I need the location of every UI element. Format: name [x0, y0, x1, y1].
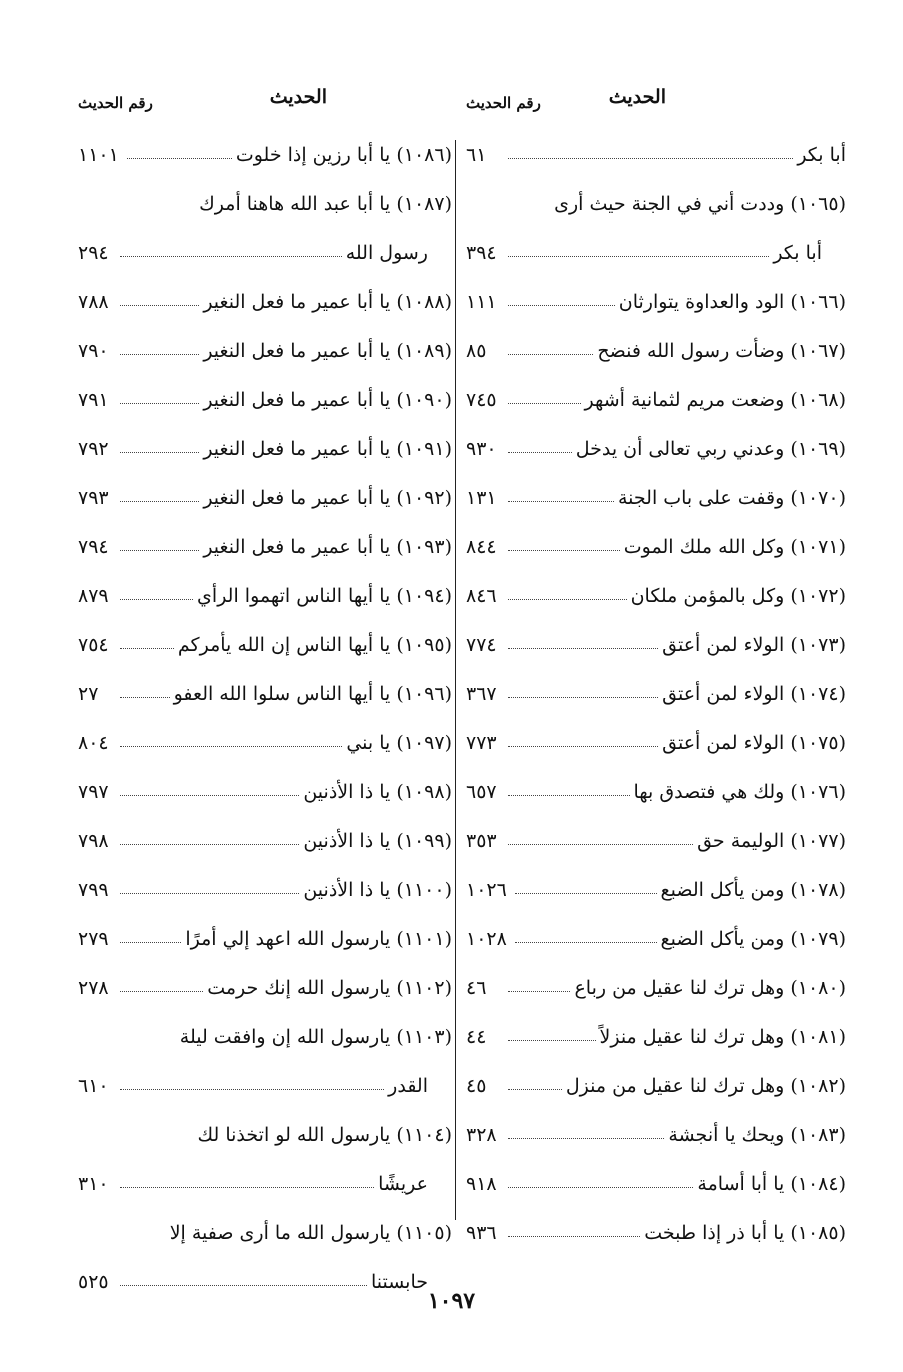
- index-entry: [466, 130, 846, 179]
- entry-text: (١٠٩٩) يا ذا الأذنين: [303, 829, 452, 852]
- entry-number: ٨٤٦: [466, 584, 497, 607]
- dot-leader: [127, 158, 232, 159]
- entry-text: (١٠٧٧) الوليمة حق: [697, 829, 846, 852]
- index-entry: [466, 669, 846, 718]
- index-entry: [466, 1012, 846, 1061]
- left-column-header: [78, 82, 452, 130]
- entry-text: (١٠٧٥) الولاء لمن أعتق: [662, 731, 846, 754]
- dot-leader: [508, 158, 793, 159]
- index-entry: [466, 620, 846, 669]
- entry-text: (١٠٧١) وكل الله ملك الموت: [623, 535, 846, 558]
- index-entry: [78, 424, 452, 473]
- entry-text: (١٠٧٢) وكل بالمؤمن ملكان: [630, 584, 846, 607]
- index-entry: [78, 1208, 452, 1257]
- entry-text: (١٠٨٩) يا أبا عمير ما فعل النغير: [203, 339, 452, 362]
- entry-text: (١٠٩٣) يا أبا عمير ما فعل النغير: [203, 535, 452, 558]
- entry-number: ٣١٠: [78, 1172, 109, 1195]
- dot-leader: [508, 256, 769, 257]
- entry-text: (١٠٨٢) وهل ترك لنا عقيل من منزل: [565, 1074, 846, 1097]
- entry-text: (١٠٦٦) الود والعداوة يتوارثان: [618, 290, 846, 313]
- dot-leader: [120, 893, 299, 894]
- index-entry: [78, 1012, 452, 1061]
- entry-number: ٦١٠: [78, 1074, 109, 1097]
- entry-text: (١٠٧٦) ولك هي فتصدق بها: [633, 780, 846, 803]
- dot-leader: [508, 599, 627, 600]
- entry-number: ٧٧٤: [466, 633, 497, 656]
- entry-number: ١٠٢٨: [466, 927, 507, 950]
- entry-number: ٧٩٢: [78, 437, 109, 460]
- dot-leader: [508, 452, 572, 453]
- entry-text: (١٠٧٤) الولاء لمن أعتق: [662, 682, 846, 705]
- entry-text: (١١٠٥) يارسول الله ما أرى صفية إلا: [169, 1221, 452, 1244]
- entry-number: ٩١٨: [466, 1172, 497, 1195]
- entry-number: ٢٧٨: [78, 976, 109, 999]
- dot-leader: [120, 452, 199, 453]
- index-entry: [466, 1061, 846, 1110]
- dot-leader: [120, 942, 181, 943]
- entry-text: (١٠٨٠) وهل ترك لنا عقيل من رباع: [574, 976, 846, 999]
- dot-leader: [508, 1138, 664, 1139]
- entry-text: (١٠٦٨) وضعت مريم لثمانية أشهر: [584, 388, 846, 411]
- index-entry: [466, 914, 846, 963]
- index-entry: [78, 718, 452, 767]
- dot-leader: [120, 256, 342, 257]
- entry-number: ١٠٢٦: [466, 878, 507, 901]
- entry-number: ٣٥٣: [466, 829, 497, 852]
- dot-leader: [120, 1285, 367, 1286]
- entry-number: ٤٦: [466, 976, 487, 999]
- index-entry: [78, 473, 452, 522]
- dot-leader: [120, 501, 199, 502]
- entry-text: أبا بكر: [773, 241, 822, 264]
- entry-number: ٣٩٤: [466, 241, 497, 264]
- dot-leader: [508, 1187, 693, 1188]
- entry-text: (١١٠٠) يا ذا الأذنين: [303, 878, 452, 901]
- index-entry: [78, 179, 452, 228]
- entry-number: ٢٧: [78, 682, 99, 705]
- index-entry: [466, 767, 846, 816]
- entry-text: (١٠٦٩) وعدني ربي تعالى أن يدخل: [575, 437, 846, 460]
- entry-text: (١٠٧٨) ومن يأكل الضبع: [660, 878, 846, 901]
- entry-text: (١٠٨٥) يا أبا ذر إذا طبخت: [644, 1221, 846, 1244]
- entry-text: (١٠٩٦) يا أيها الناس سلوا الله العفو: [173, 682, 452, 705]
- entry-text: (١٠٧٩) ومن يأكل الضبع: [660, 927, 846, 950]
- index-entry: [466, 1110, 846, 1159]
- index-entry: [78, 326, 452, 375]
- dot-leader: [508, 1040, 596, 1041]
- dot-leader: [508, 305, 615, 306]
- index-entry: [466, 277, 846, 326]
- entry-text: (١٠٩٧) يا بني: [346, 731, 452, 754]
- entry-number: ٤٤: [466, 1025, 487, 1048]
- dot-leader: [120, 550, 199, 551]
- dot-leader: [508, 648, 658, 649]
- entry-text: (١٠٨٦) يا أبا رزين إذا خلوت: [235, 143, 452, 166]
- index-entry: [466, 228, 846, 277]
- entry-number: ٢٧٩: [78, 927, 109, 950]
- entry-text: (١٠٨٣) ويحك يا أنجشة: [668, 1123, 846, 1146]
- column-divider: [455, 140, 456, 1220]
- index-entry: [466, 718, 846, 767]
- dot-leader: [515, 942, 657, 943]
- entry-number: ٧٧٣: [466, 731, 497, 754]
- entry-number: ٣٦٧: [466, 682, 497, 705]
- entry-text: (١٠٩٠) يا أبا عمير ما فعل النغير: [203, 388, 452, 411]
- index-entry: [466, 179, 846, 228]
- entry-text: (١٠٩٤) يا أيها الناس اتهموا الرأي: [197, 584, 452, 607]
- index-entry: [78, 130, 452, 179]
- index-entry: [466, 963, 846, 1012]
- index-entry: [78, 1061, 452, 1110]
- right-column: [466, 82, 846, 1257]
- index-entry: [78, 865, 452, 914]
- dot-leader: [515, 893, 657, 894]
- index-entry: [78, 522, 452, 571]
- entry-number: ٤٥: [466, 1074, 487, 1097]
- dot-leader: [508, 1236, 640, 1237]
- index-entry: [78, 1110, 452, 1159]
- entry-number: ١١١: [466, 290, 497, 313]
- index-entry: [466, 816, 846, 865]
- index-entry: [466, 1159, 846, 1208]
- right-hadith-heading: الحديث: [608, 86, 666, 108]
- index-entry: [466, 865, 846, 914]
- entry-text: (١٠٩٢) يا أبا عمير ما فعل النغير: [203, 486, 452, 509]
- entry-text: (١٠٦٥) وددت أني في الجنة حيث أرى: [554, 192, 846, 215]
- entry-number: ٧٥٤: [78, 633, 109, 656]
- entry-text: (١١٠٤) يارسول الله لو اتخذنا لك: [197, 1123, 452, 1146]
- entry-text: (١٠٩١) يا أبا عمير ما فعل النغير: [203, 437, 452, 460]
- dot-leader: [120, 305, 199, 306]
- left-number-heading: رقم الحديث: [78, 94, 153, 112]
- entry-number: ٨٥: [466, 339, 487, 362]
- entry-number: ٧٨٨: [78, 290, 109, 313]
- dot-leader: [508, 844, 693, 845]
- entry-text: (١٠٧٣) الولاء لمن أعتق: [662, 633, 846, 656]
- entry-number: ٩٣٠: [466, 437, 497, 460]
- entry-text: (١١٠٣) يارسول الله إن وافقت ليلة: [179, 1025, 452, 1048]
- index-entry: [78, 277, 452, 326]
- dot-leader: [120, 1187, 374, 1188]
- entry-text: (١٠٧٠) وقفت على باب الجنة: [617, 486, 846, 509]
- index-entry: [78, 914, 452, 963]
- entry-text: أبا بكر: [797, 143, 846, 166]
- index-entry: [78, 816, 452, 865]
- entry-text: حابستنا: [370, 1270, 428, 1293]
- entry-text: (١٠٦٧) وضأت رسول الله فنضح: [597, 339, 846, 362]
- entry-number: ٨٤٤: [466, 535, 497, 558]
- dot-leader: [508, 1089, 562, 1090]
- entry-number: ٦١: [466, 143, 487, 166]
- dot-leader: [120, 746, 342, 747]
- dot-leader: [508, 403, 581, 404]
- entry-number: ٢٩٤: [78, 241, 109, 264]
- dot-leader: [120, 697, 170, 698]
- entry-number: ١١٠١: [78, 143, 119, 166]
- right-number-heading: رقم الحديث: [466, 94, 541, 112]
- entry-number: ٩٣٦: [466, 1221, 497, 1244]
- entry-text: (١٠٨٤) يا أبا أسامة: [697, 1172, 846, 1195]
- entry-text: رسول الله: [345, 241, 428, 264]
- dot-leader: [508, 697, 658, 698]
- entry-text: (١١٠١) يارسول الله اعهد إلي أمرًا: [185, 927, 452, 950]
- dot-leader: [120, 844, 299, 845]
- left-entries: [78, 130, 452, 1306]
- page-number: ١٠٩٧: [427, 1288, 476, 1314]
- right-entries: [466, 130, 846, 1257]
- entry-text: عريشًا: [378, 1172, 428, 1195]
- index-entry: [78, 669, 452, 718]
- entry-number: ٧٩٩: [78, 878, 109, 901]
- index-entry: [78, 228, 452, 277]
- entry-number: ٧٩٧: [78, 780, 109, 803]
- dot-leader: [508, 354, 593, 355]
- dot-leader: [120, 648, 174, 649]
- entry-number: ١٣١: [466, 486, 497, 509]
- entry-number: ٥٢٥: [78, 1270, 109, 1293]
- dot-leader: [120, 403, 199, 404]
- left-hadith-heading: الحديث: [269, 86, 327, 108]
- dot-leader: [508, 501, 614, 502]
- entry-number: ٧٩٣: [78, 486, 109, 509]
- dot-leader: [120, 1089, 384, 1090]
- dot-leader: [120, 991, 203, 992]
- entry-text: (١٠٩٥) يا أيها الناس إن الله يأمركم: [177, 633, 452, 656]
- entry-number: ٣٢٨: [466, 1123, 497, 1146]
- entry-text: (١١٠٢) يارسول الله إنك حرمت: [207, 976, 452, 999]
- left-column: [78, 82, 452, 1306]
- dot-leader: [120, 795, 299, 796]
- index-entry: [78, 1159, 452, 1208]
- index-entry: [78, 620, 452, 669]
- index-entry: [78, 963, 452, 1012]
- entry-number: ٧٩١: [78, 388, 109, 411]
- entry-text: (١٠٨٧) يا أبا عبد الله هاهنا أمرك: [199, 192, 452, 215]
- entry-number: ٦٥٧: [466, 780, 497, 803]
- dot-leader: [120, 354, 199, 355]
- entry-number: ٧٩٠: [78, 339, 109, 362]
- index-entry: [78, 375, 452, 424]
- entry-text: (١٠٨٨) يا أبا عمير ما فعل النغير: [203, 290, 452, 313]
- index-entry: [466, 571, 846, 620]
- dot-leader: [120, 599, 193, 600]
- dot-leader: [508, 991, 570, 992]
- index-entry: [466, 424, 846, 473]
- entry-number: ٨٧٩: [78, 584, 109, 607]
- entry-number: ٧٩٨: [78, 829, 109, 852]
- entry-text: القدر: [388, 1074, 428, 1097]
- right-column-header: [466, 82, 846, 130]
- index-entry: [466, 473, 846, 522]
- dot-leader: [508, 550, 620, 551]
- entry-number: ٧٤٥: [466, 388, 497, 411]
- index-entry: [78, 571, 452, 620]
- entry-text: (١٠٨١) وهل ترك لنا عقيل منزلاً: [599, 1025, 846, 1048]
- entry-number: ٧٩٤: [78, 535, 109, 558]
- index-entry: [466, 1208, 846, 1257]
- entry-number: ٨٠٤: [78, 731, 109, 754]
- dot-leader: [508, 795, 630, 796]
- entry-text: (١٠٩٨) يا ذا الأذنين: [303, 780, 452, 803]
- index-entry: [466, 522, 846, 571]
- dot-leader: [508, 746, 658, 747]
- index-entry: [466, 375, 846, 424]
- index-entry: [78, 767, 452, 816]
- index-entry: [466, 326, 846, 375]
